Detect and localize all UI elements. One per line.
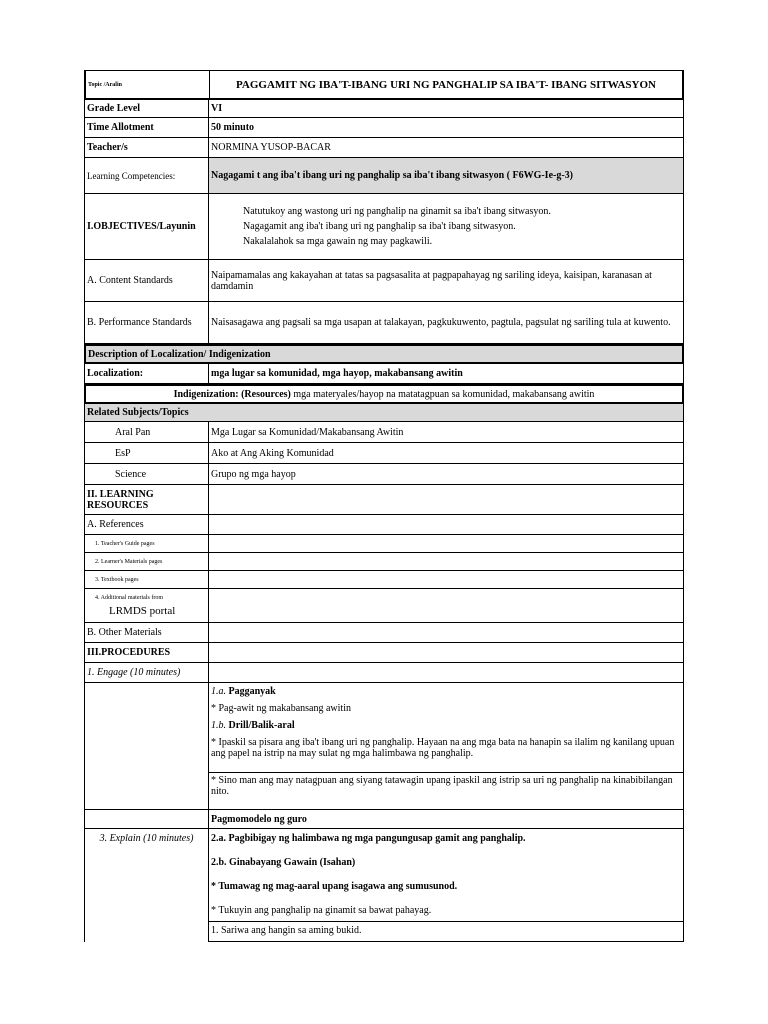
reference-label: 2. Learner's Materials pages [85, 553, 209, 570]
step-text: * Sino man ang may natagpuan ang siyang tatawagin upang ipaskil ang istrip sa uri ng panghalip na kinabibilangan nito. [211, 775, 673, 797]
performance-standards-label: B. Performance Standards [85, 302, 209, 343]
reference-label: 1. Teacher's Guide pages [85, 535, 209, 552]
related-header-row [84, 404, 684, 422]
localization-header: Description of Localization/ Indigenization [88, 348, 271, 360]
reference-row [84, 589, 684, 623]
indigenization-row [84, 384, 684, 404]
teacher-label: Teacher/s [85, 138, 209, 157]
related-topic: Grupo ng mga hayop [211, 468, 296, 480]
references-row [84, 515, 684, 535]
time-row [84, 118, 684, 138]
objectives-list [209, 194, 683, 259]
related-row [84, 443, 684, 464]
step-title: Pagganyak [228, 686, 276, 697]
competency-row [84, 158, 684, 194]
references-label: A. References [85, 515, 209, 534]
explain-row [84, 829, 684, 942]
reference-label: 3. Textbook pages [85, 571, 209, 588]
objective-item: Natutukoy ang wastong uri ng panghalip na ginamit sa iba't ibang sitwasyon. [243, 206, 551, 217]
related-topic: Mga Lugar sa Komunidad/Makabansang Awitin [211, 426, 404, 438]
explain-step: * Tumawag ng mag-aaral upang isagawa ang sumusunod. [211, 881, 458, 892]
grade-value: VI [211, 103, 223, 114]
resources-label: II. LEARNING RESOURCES [85, 485, 209, 514]
localization-value: mga lugar sa komunidad, mga hayop, makabansang awitin [211, 368, 463, 379]
engage-label: 1. Engage (10 minutes) [85, 663, 209, 682]
teacher-value: NORMINA YUSOP-BACAR [211, 142, 331, 153]
time-label: Time Allotment [85, 118, 209, 137]
explain-label: 3. Explain (10 minutes) [85, 829, 209, 942]
content-standards-value: Naipamamalas ang kakayahan at tatas sa pagsasalita at pagpapahayag ng sariling ideya, kaisipan, karanasan at damdamin [211, 269, 652, 292]
related-subject: Aral Pan [85, 422, 209, 442]
step-number: 1.b. [211, 720, 226, 731]
reference-row [84, 571, 684, 589]
reference-row [84, 553, 684, 571]
localization-row [84, 364, 684, 384]
related-row [84, 464, 684, 485]
modeling-label: Pagmomodelo ng guro [211, 813, 307, 825]
related-header: Related Subjects/Topics [87, 407, 189, 418]
engage-activities [209, 683, 683, 773]
teacher-row [84, 138, 684, 158]
performance-standards-value: Naisasagawa ang pagsali sa mga usapan at talakayan, pagkukuwento, pagtula, pagsulat ng sariling tula at kuwento. [211, 317, 671, 328]
related-row [84, 422, 684, 443]
related-topic: Ako at Ang Aking Komunidad [211, 447, 334, 459]
lrmds-label: LRMDS portal [109, 604, 176, 617]
engage-row [84, 663, 684, 683]
step-text: * Pag-awit ng makabansang awitin [211, 703, 351, 714]
objective-item: Nakalalahok sa mga gawain ng may pagkawili. [243, 236, 433, 247]
topic-value: PAGGAMIT NG IBA'T-IBANG URI NG PANGHALIP SA IBA'T- IBANG SITWASYON [235, 78, 656, 91]
step-text: * Ipaskil sa pisara ang iba't ibang uri ng panghalip. Hayaan na ang mga bata na hanapin sa ilalim ng kanilang upuan ang papel na istrip na may sulat ng mga halimbawa ng panghalip. [211, 737, 675, 759]
explain-step: 2.a. Pagbibigay ng halimbawa ng mga pangungusap gamit ang panghalip. [211, 833, 526, 844]
content-standards-label: A. Content Standards [85, 260, 209, 301]
performance-standards-row [84, 302, 684, 344]
topic-label: Topic /Aralin [86, 71, 210, 98]
grade-label: Grade Level [85, 100, 209, 117]
procedures-label: III.PROCEDURES [85, 643, 209, 662]
reference-cell [85, 589, 209, 622]
explain-step: 1. Sariwa ang hangin sa aming bukid. [209, 922, 683, 942]
reference-label: 4. Additional materials from [95, 594, 163, 601]
procedures-row [84, 643, 684, 663]
objectives-row [84, 194, 684, 260]
topic-row [84, 70, 684, 100]
modeling-row [84, 809, 684, 829]
lesson-plan-table [84, 70, 684, 942]
indigenization-value: mga materyales/hayop na matatagpuan sa komunidad, makabansang awitin [293, 388, 595, 400]
other-materials-label: B. Other Materials [85, 623, 209, 642]
competency-label: Learning Competencies: [85, 158, 209, 193]
explain-step: 2.b. Ginabayang Gawain (Isahan) [211, 857, 356, 868]
related-subject: EsP [85, 443, 209, 463]
objective-item: Nagagamit ang iba't ibang uri ng panghalip sa iba't ibang sitwasyon. [243, 221, 516, 232]
indigenization-label: Indigenization: (Resources) [173, 388, 291, 400]
explain-step: * Tukuyin ang panghalip na ginamit sa bawat pahayag. [209, 901, 683, 922]
other-materials-row [84, 623, 684, 643]
localization-label: Localization: [85, 364, 209, 383]
localization-header-row [84, 344, 684, 364]
time-value: 50 minuto [211, 122, 255, 133]
reference-row [84, 535, 684, 553]
competency-value: Nagagami t ang iba't ibang uri ng panghalip sa iba't ibang sitwasyon ( F6WG-Ie-g-3) [209, 158, 683, 193]
grade-row [84, 100, 684, 118]
resources-row [84, 485, 684, 515]
engage-activities-row [84, 683, 684, 809]
indigenization-cell [86, 386, 682, 402]
step-title: Drill/Balik-aral [228, 720, 295, 731]
step-number: 1.a. [211, 686, 226, 697]
related-subject: Science [85, 464, 209, 484]
content-standards-row [84, 260, 684, 302]
objectives-label: I.OBJECTIVES/Layunin [85, 194, 209, 259]
